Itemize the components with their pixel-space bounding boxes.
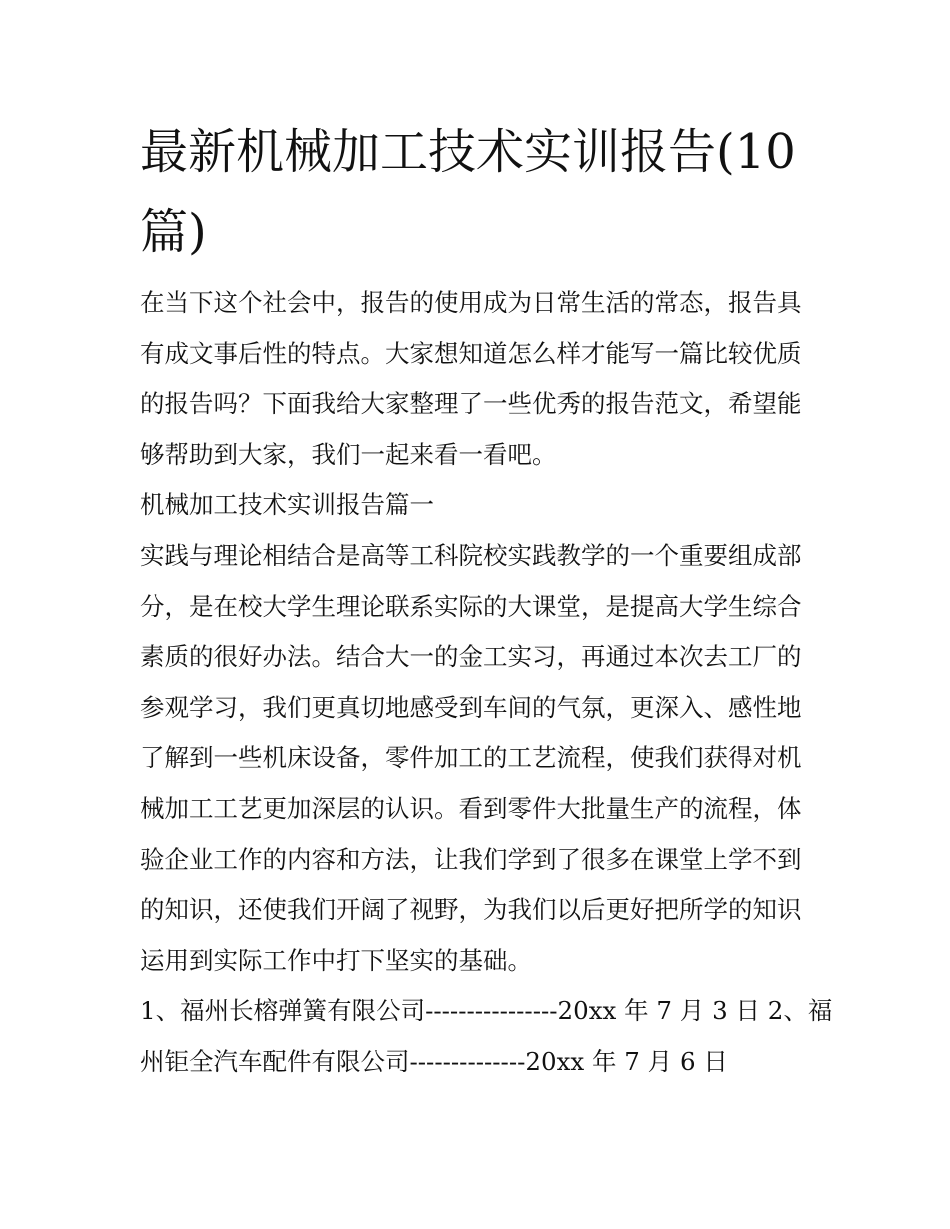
text-line: 分，是在校大学生理论联系实际的大课堂，是提高大学生综合 [140, 591, 802, 621]
document-title [140, 112, 840, 272]
text-line: 的报告吗？下面我给大家整理了一些优秀的报告范文，希望能 [140, 389, 802, 419]
text-line: 参观学习，我们更真切地感受到车间的气氛，更深入、感性地 [140, 692, 802, 722]
text-line: 了解到一些机床设备，零件加工的工艺流程，使我们获得对机 [140, 743, 802, 773]
section-heading [140, 480, 820, 531]
text-line: 州钜全汽车配件有限公司--------------20xx 年 7 月 6 日 [140, 1046, 728, 1076]
text-line: 机械加工技术实训报告篇一 [140, 490, 434, 520]
text-line: 有成文事后性的特点。大家想知道怎么样才能写一篇比较优质 [140, 338, 802, 368]
text-line: 验企业工作的内容和方法，让我们学到了很多在课堂上学不到 [140, 844, 802, 874]
text-line: 械加工工艺更加深层的认识。看到零件大批量生产的流程，体 [140, 793, 802, 823]
text-line: 素质的很好办法。结合大一的金工实习，再通过本次去工厂的 [140, 642, 802, 672]
body-paragraph [140, 531, 820, 986]
text-line: 的知识，还使我们开阔了视野，为我们以后更好把所学的知识 [140, 895, 802, 925]
title-line: 最新机械加工技术实训报告(10 [140, 124, 796, 180]
title-line: 篇) [140, 204, 207, 260]
text-line: 在当下这个社会中，报告的使用成为日常生活的常态，报告具 [140, 288, 802, 317]
text-line: 够帮助到大家，我们一起来看一看吧。 [140, 439, 557, 469]
schedule-paragraph [140, 986, 833, 1087]
text-line: 运用到实际工作中打下坚实的基础。 [140, 945, 532, 975]
text-line: 1、福州长榕弹簧有限公司----------------20xx 年 7 月 3 日 2、福 [140, 996, 833, 1026]
intro-paragraph [140, 278, 820, 480]
document-body [140, 278, 833, 1088]
text-line: 实践与理论相结合是高等工科院校实践教学的一个重要组成部 [140, 540, 802, 570]
